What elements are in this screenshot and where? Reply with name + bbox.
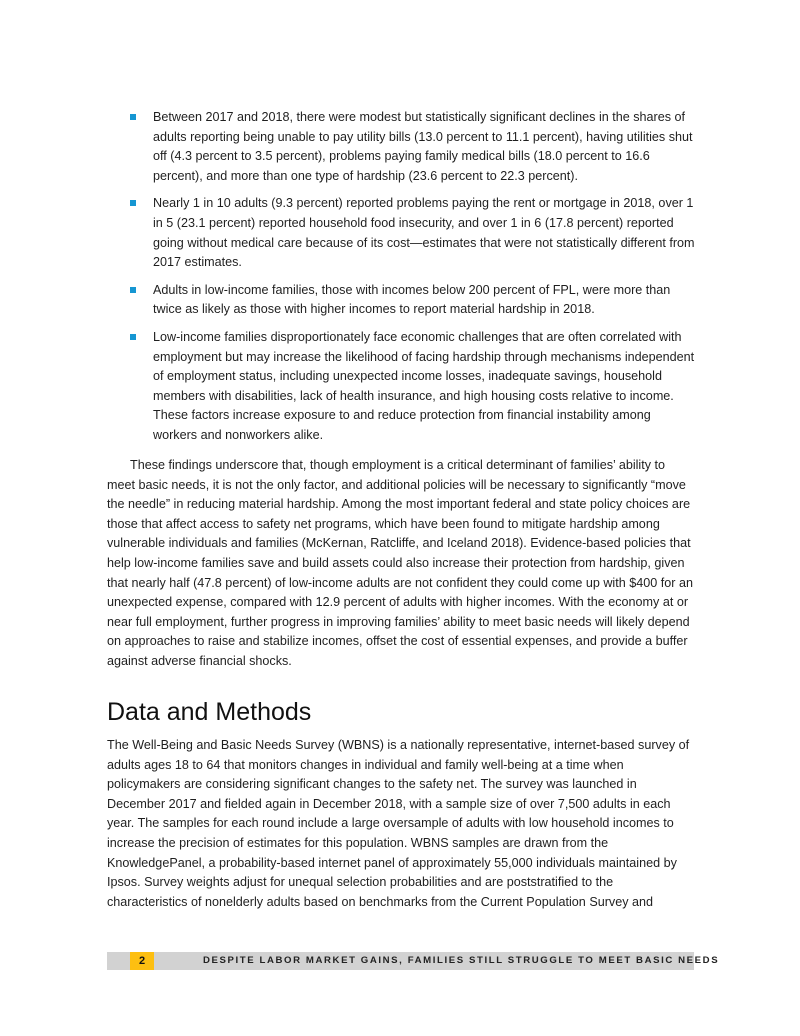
bullet-text: Between 2017 and 2018, there were modest but statistically significant declines in the shares of adults reporting being unable to pay utility bills (13.0 percent to 11.1 percent), having utilities shut off (4.3 percent to 3.5 percent), problems paying family medical bills (18.0 percent to 16.6 percent), and more than one type of hardship (23.6 percent to 22.3 percent).	[153, 110, 693, 183]
list-item	[107, 194, 695, 272]
square-bullet-icon	[130, 200, 136, 206]
key-findings-list	[107, 108, 695, 454]
page-footer	[107, 952, 720, 970]
list-item	[107, 328, 695, 446]
square-bullet-icon	[130, 334, 136, 340]
findings-paragraph: These findings underscore that, though employment is a critical determinant of families’ ability to meet basic needs, it is not the only factor, and additional policies will be necessary to significantly “move the needle” in reducing material hardship. Among the most important federal and state policy choices are those that affect access to safety net programs, which have been found to mitigate hardship among vulnerable individuals and families (McKernan, Ratcliffe, and Iceland 2018). Evidence-based policies that help low-income families save and build assets could also increase their protection from hardship, given that nearly half (47.8 percent) of low-income adults are not confident they could come up with $400 for an unexpected expense, compared with 12.9 percent of adults with higher incomes. With the economy at or near full employment, further progress in improving families’ ability to meet basic needs will likely depend on approaches to raise and stabilize incomes, offset the cost of essential expenses, and provide a buffer against adverse financial shocks.	[107, 458, 693, 668]
list-item	[107, 281, 695, 320]
list-item	[107, 108, 695, 186]
bullet-text: Nearly 1 in 10 adults (9.3 percent) reported problems paying the rent or mortgage in 2018, over 1 in 5 (23.1 percent) reported household food insecurity, and over 1 in 6 (17.8 percent) reported going without medical care because of its cost—estimates that were not statistically different from 2017 estimates.	[153, 196, 695, 270]
page-number: 2	[130, 952, 154, 970]
square-bullet-icon	[130, 114, 136, 120]
methods-paragraph: The Well-Being and Basic Needs Survey (WBNS) is a nationally representative, internet-based survey of adults ages 18 to 64 that monitors changes in individual and family well-being at a time when policymakers are considering significant changes to the safety net. The survey was launched in December 2017 and fielded again in December 2018, with a sample size of over 7,500 adults in each year. The samples for each round include a large oversample of adults with low household incomes to increase the precision of estimates for this population. WBNS samples are drawn from the KnowledgePanel, a probability-based internet panel of approximately 55,000 individuals maintained by Ipsos. Survey weights adjust for unequal selection probabilities and are poststratified to the characteristics of nonelderly adults based on benchmarks from the Current Population Survey and	[107, 738, 690, 909]
bullet-text: Low-income families disproportionately face economic challenges that are often correlated with employment but may increase the likelihood of facing hardship through mechanisms independent of employment status, including unexpected income losses, inadequate savings, household members with disabilities, lack of health insurance, and high housing costs relative to income. These factors increase exposure to and reduce protection from financial instability among workers and nonworkers alike.	[153, 329, 695, 442]
section-heading: Data and Methods	[107, 698, 312, 726]
square-bullet-icon	[130, 287, 136, 293]
running-title: DESPITE LABOR MARKET GAINS, FAMILIES STILL STRUGGLE TO MEET BASIC NEEDS	[203, 955, 720, 966]
bullet-text: Adults in low-income families, those with incomes below 200 percent of FPL, were more than twice as likely as those with higher incomes to report material hardship in 2018.	[153, 282, 671, 317]
